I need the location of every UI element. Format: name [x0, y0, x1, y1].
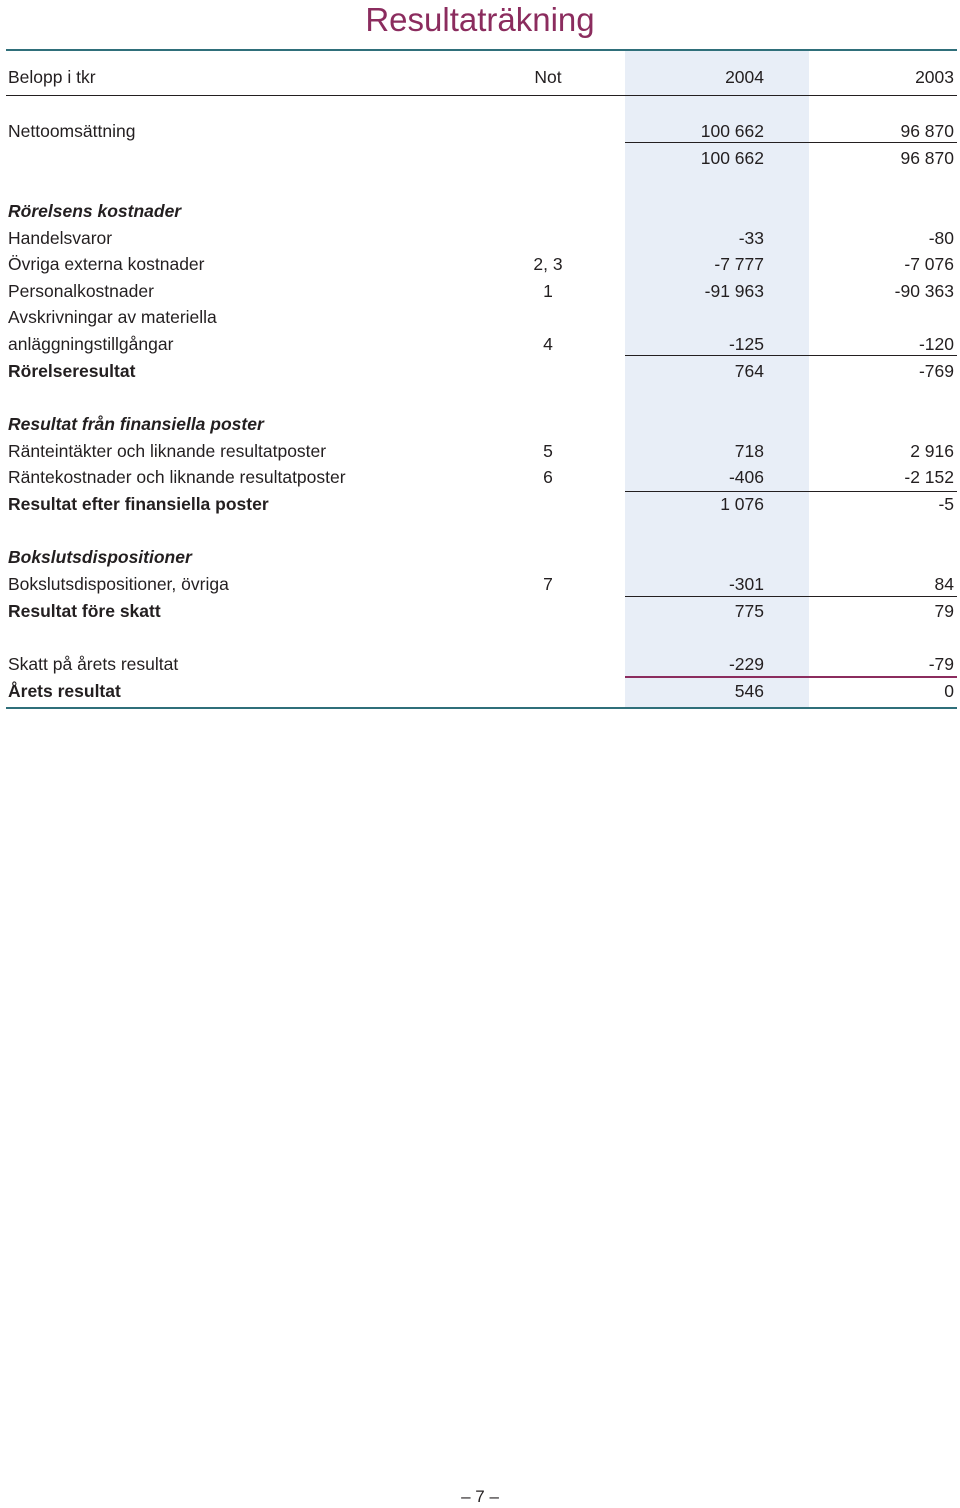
subtotal-row — [0, 598, 960, 624]
header-year-2004: 2004 — [725, 67, 764, 87]
row-value-2004: 100 662 — [700, 148, 764, 168]
row-value-2004: 775 — [734, 601, 764, 621]
row-value-2003: -2 152 — [904, 467, 954, 487]
header-note: Not — [534, 67, 562, 87]
row-label: Övriga externa kostnader — [8, 254, 205, 274]
row-value-2003: -5 — [938, 494, 954, 514]
table-row — [0, 225, 960, 251]
row-value-2004: 1 076 — [720, 494, 764, 514]
subtotal-row — [0, 358, 960, 384]
row-note: 5 — [543, 441, 553, 461]
net-result-row — [0, 678, 960, 704]
row-label: Skatt på årets resultat — [8, 654, 179, 674]
row-value-2003: 96 870 — [900, 121, 954, 141]
row-value-2004: 100 662 — [700, 121, 764, 141]
table-row — [0, 438, 960, 464]
row-label: Avskrivningar av materiella — [8, 307, 217, 327]
header-label: Belopp i tkr — [8, 67, 96, 87]
page-title: Resultaträkning — [365, 1, 595, 38]
table-header — [0, 64, 960, 90]
table-row — [0, 304, 960, 330]
section-heading — [0, 411, 960, 437]
table-row — [0, 331, 960, 357]
table-row — [0, 651, 960, 677]
table-row — [0, 571, 960, 597]
row-label: Resultat före skatt — [8, 601, 161, 621]
row-label: Resultat från finansiella poster — [8, 414, 264, 434]
header-year-2003: 2003 — [915, 67, 954, 87]
table-row — [0, 145, 960, 171]
row-label: Bokslutsdispositioner, övriga — [8, 574, 229, 594]
row-value-2003: -79 — [928, 654, 954, 674]
row-value-2003: -90 363 — [894, 281, 954, 301]
row-note: 1 — [543, 281, 553, 301]
row-label: Nettoomsättning — [8, 121, 136, 141]
row-value-2004: -33 — [738, 228, 764, 248]
row-label: Ränteintäkter och liknande resultatposter — [8, 441, 327, 461]
section-heading — [0, 544, 960, 570]
row-label: Resultat efter finansiella poster — [8, 494, 269, 514]
row-label: Handelsvaror — [8, 228, 113, 248]
row-value-2004: -7 777 — [714, 254, 764, 274]
subtotal-divider — [625, 142, 957, 143]
table-bottom-rule — [6, 707, 957, 709]
row-note: 4 — [543, 334, 553, 354]
row-label: Rörelsens kostnader — [8, 201, 182, 221]
row-value-2003: -769 — [918, 361, 954, 381]
header-divider — [6, 95, 957, 96]
row-value-2004: 718 — [734, 441, 764, 461]
row-value-2003: 0 — [944, 681, 954, 701]
row-value-2003: 96 870 — [900, 148, 954, 168]
row-label: Årets resultat — [8, 681, 121, 701]
subtotal-row — [0, 491, 960, 517]
row-value-2003: 84 — [934, 574, 954, 594]
row-label: Rörelseresultat — [8, 361, 136, 381]
row-value-2003: -120 — [918, 334, 954, 354]
row-label: Bokslutsdispositioner — [8, 547, 192, 567]
row-value-2004: -125 — [728, 334, 764, 354]
row-value-2004: 764 — [734, 361, 764, 381]
row-label: Räntekostnader och liknande resultatposter — [8, 467, 346, 487]
table-row — [0, 278, 960, 304]
table-row — [0, 251, 960, 277]
row-note: 7 — [543, 574, 553, 594]
row-value-2004: 546 — [734, 681, 764, 701]
row-note: 6 — [543, 467, 553, 487]
table-row — [0, 118, 960, 144]
section-heading — [0, 198, 960, 224]
title-divider — [6, 49, 957, 51]
row-value-2004: -91 963 — [704, 281, 764, 301]
row-label: Personalkostnader — [8, 281, 154, 301]
page-number: – 7 – — [461, 1487, 499, 1506]
subtotal-divider — [625, 355, 957, 356]
row-note: 2, 3 — [533, 254, 563, 274]
row-value-2004: -301 — [728, 574, 764, 594]
row-value-2003: -80 — [928, 228, 954, 248]
row-value-2003: 79 — [934, 601, 954, 621]
row-value-2004: -229 — [728, 654, 764, 674]
row-value-2004: -406 — [728, 467, 764, 487]
row-value-2003: 2 916 — [910, 441, 954, 461]
row-value-2003: -7 076 — [904, 254, 954, 274]
table-row — [0, 464, 960, 490]
row-label: anläggningstillgångar — [8, 334, 174, 354]
subtotal-divider — [625, 596, 957, 597]
